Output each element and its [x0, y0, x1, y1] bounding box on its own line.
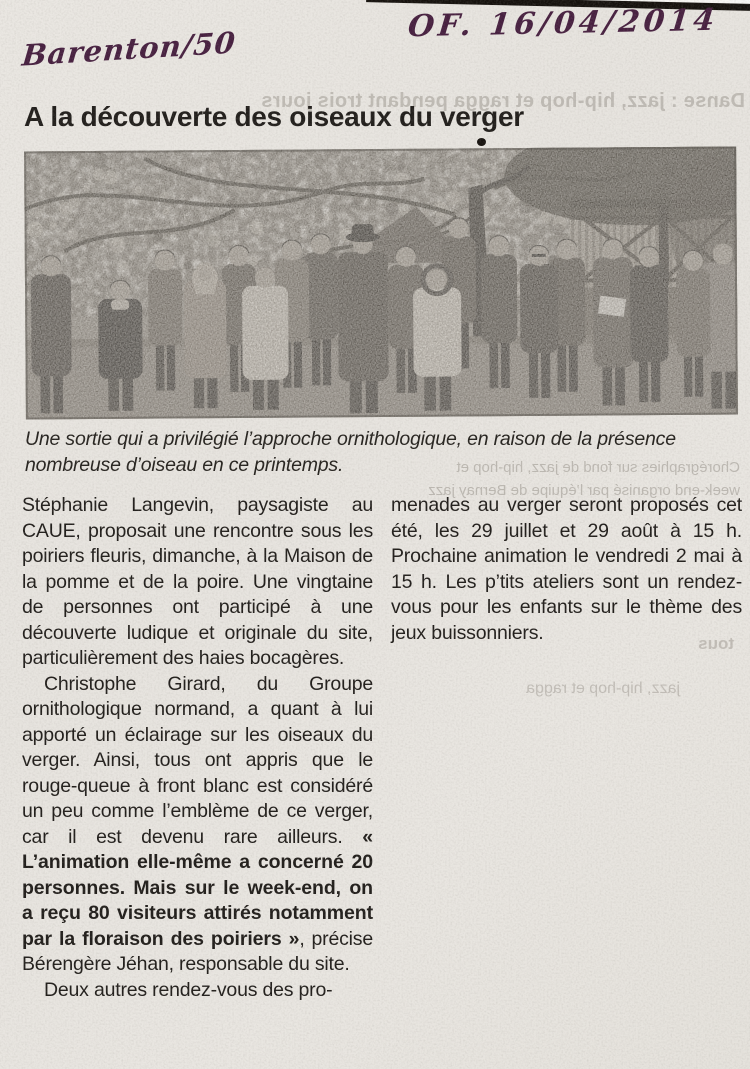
bleed-through-top: Danse : jazz, hip-hop et ragga pendant trois jours — [261, 90, 745, 112]
handwritten-date-note: OF. 16/04/2014 — [406, 2, 720, 45]
article-headline: A la découverte des oiseaux du verger — [24, 101, 524, 132]
paragraph-4: menades au verger seront proposés cet été, les 29 juillet et 29 août à 15 h. Prochaine animation le vendredi 2 mai à 15 h. Les p’tits ateliers sont un rendez-vous pour les enfants sur le thème des jeux buissonniers. — [391, 494, 742, 644]
paragraph-1: Stéphanie Langevin, paysagiste au CAUE, proposait une rencontre sous les poiriers fleuris, dimanche, à la Maison de la pomme et de la poire. Une vingtaine de personnes ont participé à une découverte ludique et originale du site, particulièrement des haies bocagères. — [22, 494, 373, 669]
group-photo — [24, 147, 738, 420]
paragraph-2-tail: , précise Bérengère Jéhan, responsable du site. — [22, 927, 373, 975]
column-right — [391, 493, 742, 1003]
paragraph-3: Deux autres rendez-vous des pro- — [44, 978, 333, 1001]
paragraph-2-text: Christophe Girard, du Groupe ornithologique normand, a quant à lui apporté un éclairage sur les oiseaux du verger. Ainsi, tous ont appris que le rouge-queue à front blanc est considéré un peu comme l’emblème de ce verger, car il est devenu rare ailleurs. — [22, 672, 373, 848]
photo-caption: Une sortie qui a privilégié l’approche ornithologique, en raison de la présence nombreuse d’oiseau en ce printemps. — [25, 428, 676, 476]
bleed-through-bottom-1: tous — [698, 634, 734, 653]
article-body — [22, 493, 742, 1003]
bleed-line: Chorégraphies sur fond de jazz, hip-hop et — [456, 459, 740, 476]
column-left — [22, 493, 373, 1003]
paragraph-2-quote: « L’animation elle-même a concerné 20 personnes. Mais sur le week-end, on a reçu 80 visiteurs attirés notamment par la floraison des poiriers » — [22, 825, 373, 950]
bleed-line: week-end organisé par l’équipe de Bernay jazz — [428, 482, 740, 499]
paragraph-2 — [22, 672, 373, 978]
bleed-through-bottom-2: jazz, hip-hop et ragga — [526, 680, 680, 697]
handwritten-location-note: Barenton/50 — [20, 25, 238, 73]
ink-dot — [477, 138, 486, 146]
